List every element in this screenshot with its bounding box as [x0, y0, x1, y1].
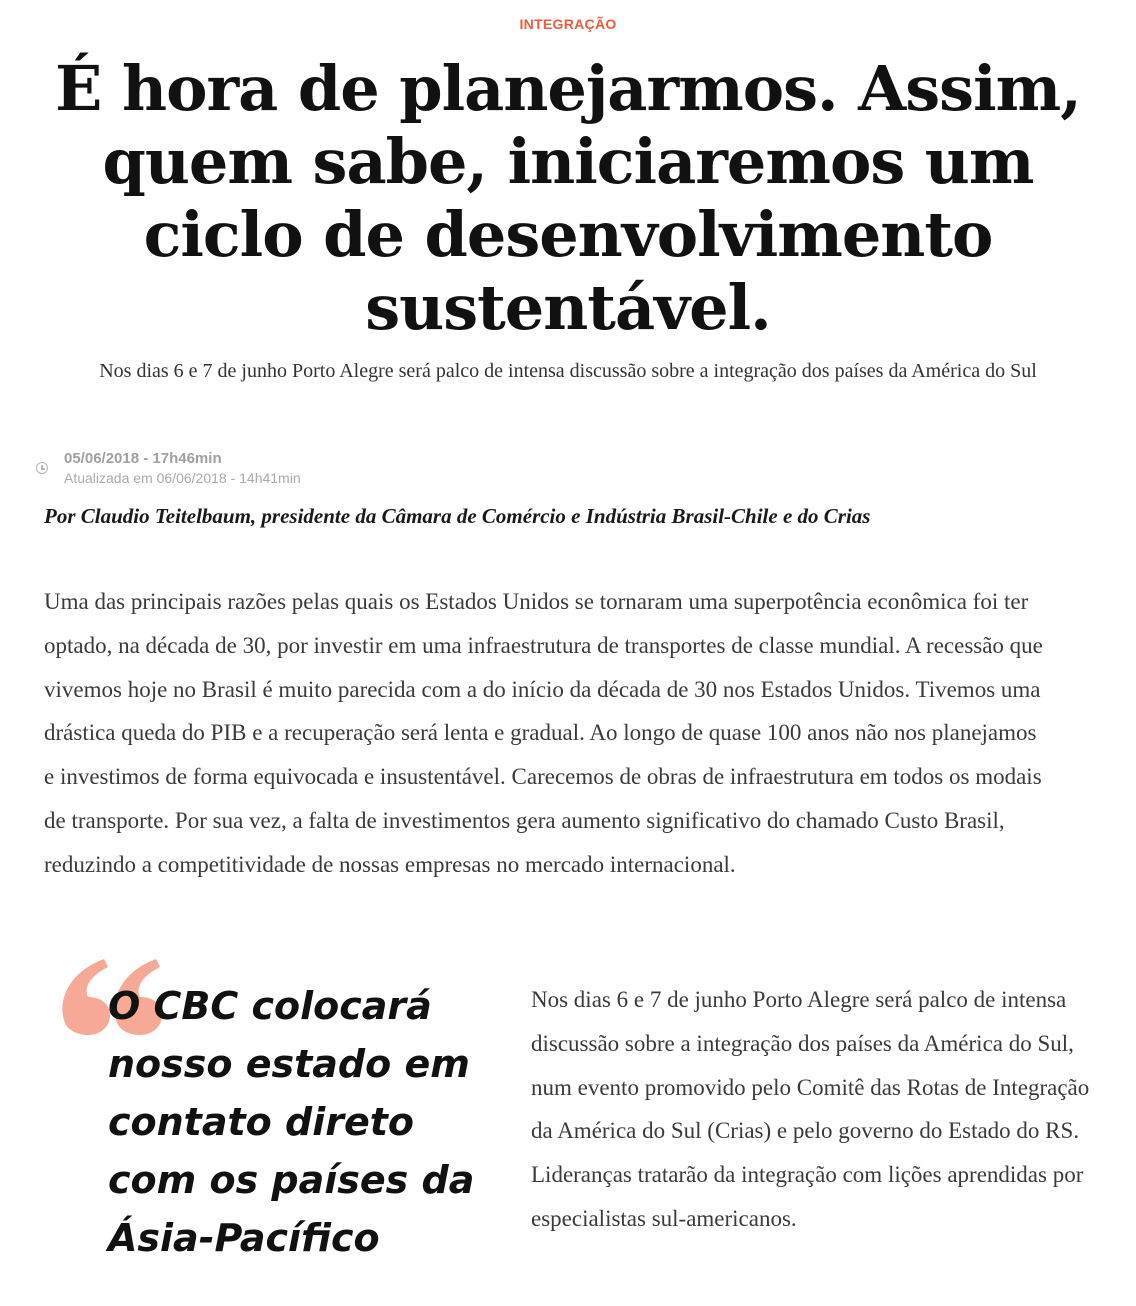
article-meta — [36, 448, 456, 492]
publish-date: 05/06/2018 - 17h46min — [64, 450, 222, 467]
body-paragraph-1: Uma das principais razões pelas quais os Estados Unidos se tornaram uma superpotência econômica foi ter optado, na década de 30, por investir em uma infraestrutura de transportes de classe mundial. A recessão que vivemos hoje no Brasil é muito parecida com a do início da década de 30 nos Estados Unidos. Tivemos uma drástica queda do PIB e a recuperação será lenta e gradual. Ao longo de quase 100 anos não nos planejamos e investimos de forma equivocada e insustentável. Carecemos de obras de infraestrutura em todos os modais de transporte. Por sua vez, a falta de investimentos gera aumento significativo do chamado Custo Brasil, reduzindo a competitividade de nossas empresas no mercado internacional. — [44, 589, 1043, 877]
clock-icon — [36, 462, 48, 474]
section-kicker[interactable]: INTEGRAÇÃO — [519, 16, 617, 32]
pull-quote-text: O CBC colocará nosso estado em contato direto com os países da Ásia-Pacífico — [108, 984, 475, 1260]
byline: Por Claudio Teitelbaum, presidente da Câmara de Comércio e Indústria Brasil-Chile e do Crias — [44, 504, 871, 528]
headline: É hora de planejarmos. Assim, quem sabe, iniciaremos um ciclo de desenvolvimento sustentável. — [55, 52, 1081, 344]
updated-date: Atualizada em 06/06/2018 - 14h41min — [64, 470, 301, 486]
subtitle: Nos dias 6 e 7 de junho Porto Alegre será palco de intensa discussão sobre a integração dos países da América do Sul — [99, 360, 1037, 382]
body-paragraph-2: Nos dias 6 e 7 de junho Porto Alegre será palco de intensa discussão sobre a integração dos países da América do Sul, num evento promovido pelo Comitê das Rotas de Integração da América do Sul (Crias) e pelo governo do Estado do RS. Lideranças tratarão da integração com lições aprendidas por especialistas sul-americanos. — [531, 987, 1090, 1231]
pull-quote-block — [58, 955, 478, 1275]
